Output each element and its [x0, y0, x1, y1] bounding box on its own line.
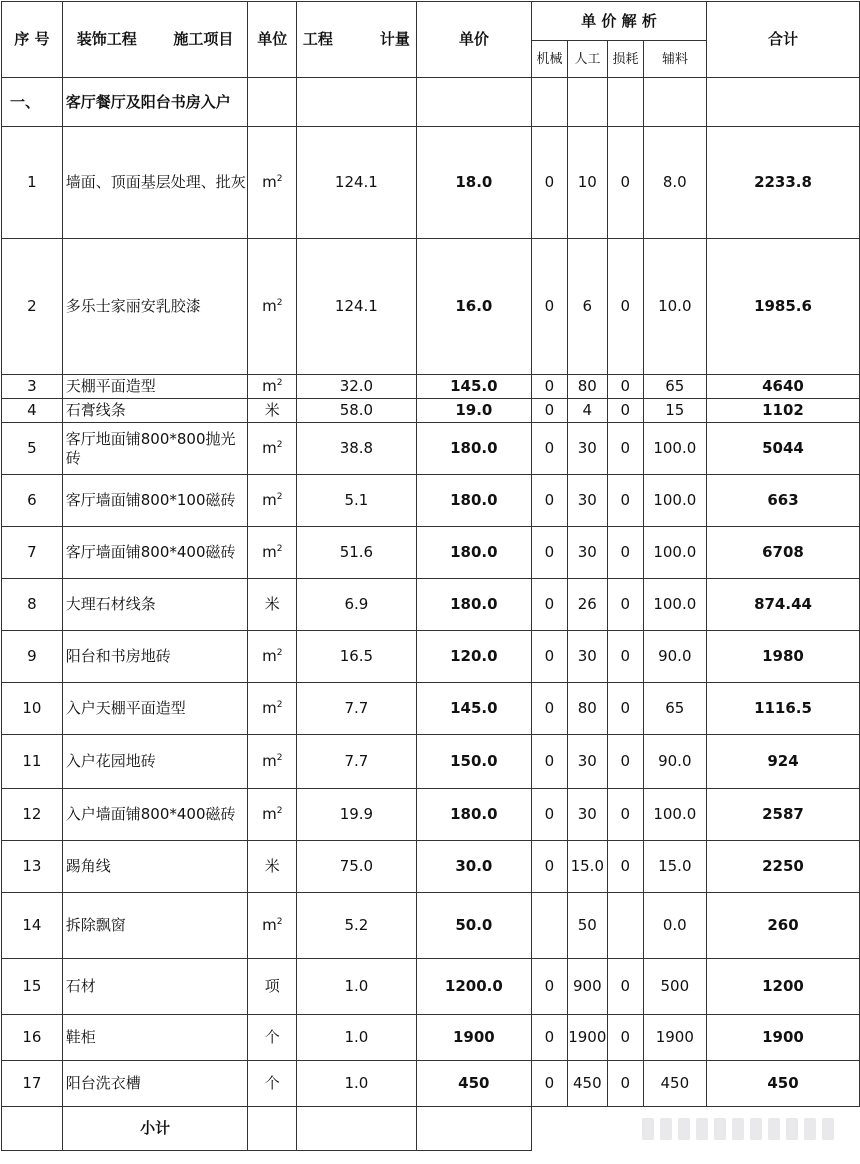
row-price: 145.0: [416, 683, 531, 735]
table-row: [2, 841, 860, 893]
table-row: [2, 527, 860, 579]
header-item-b: 施工项目: [173, 30, 234, 48]
row-qty: 5.2: [297, 893, 417, 959]
header-analysis: [532, 2, 707, 78]
row-machine: 0: [532, 1015, 568, 1061]
row-seq: 11: [2, 735, 63, 789]
section-row: [2, 78, 860, 127]
row-unit-text: m: [262, 491, 277, 509]
row-machine: 0: [532, 579, 568, 631]
row-seq: 10: [2, 683, 63, 735]
row-price: 120.0: [416, 631, 531, 683]
row-total: 1985.6: [707, 239, 860, 375]
row-unit: [248, 841, 297, 893]
row-machine: 0: [532, 789, 568, 841]
row-labor: 6: [567, 239, 607, 375]
row-seq: 15: [2, 959, 63, 1015]
table-row: [2, 789, 860, 841]
table-row: [2, 959, 860, 1015]
table-row: [2, 475, 860, 527]
row-unit: [248, 683, 297, 735]
row-loss: 0: [607, 239, 643, 375]
row-total: 663: [707, 475, 860, 527]
row-seq: 13: [2, 841, 63, 893]
header-loss: 损耗: [608, 41, 644, 77]
row-loss: 0: [607, 959, 643, 1015]
row-loss: 0: [607, 735, 643, 789]
row-item-name: 天棚平面造型: [62, 375, 248, 399]
header-labor: 人工: [568, 41, 608, 77]
row-total: 1980: [707, 631, 860, 683]
table-row: [2, 735, 860, 789]
table-row: [2, 239, 860, 375]
row-labor: 15.0: [567, 841, 607, 893]
row-unit-text: m: [262, 752, 277, 770]
row-unit-text: 米: [264, 595, 280, 613]
row-unit-text: 米: [264, 401, 280, 419]
header-total: 合计: [707, 2, 860, 78]
row-price: 145.0: [416, 375, 531, 399]
row-loss: 0: [607, 579, 643, 631]
row-material: 65: [643, 375, 706, 399]
row-unit-sup: 2: [276, 806, 283, 816]
row-material: 100.0: [643, 579, 706, 631]
quotation-table: [1, 1, 860, 1151]
row-unit-sup: 2: [276, 492, 283, 502]
row-material: 100.0: [643, 475, 706, 527]
quotation-sheet: [1, 1, 860, 1151]
row-item-name: 客厅墙面铺800*400磁砖: [62, 527, 248, 579]
row-machine: [532, 893, 568, 959]
table-row: [2, 683, 860, 735]
section-seq: 一、: [2, 78, 63, 127]
row-unit: [248, 527, 297, 579]
row-material: 100.0: [643, 527, 706, 579]
row-seq: 4: [2, 399, 63, 423]
row-machine: 0: [532, 841, 568, 893]
table-row: [2, 399, 860, 423]
row-loss: 0: [607, 631, 643, 683]
header-material: 辅料: [662, 51, 689, 67]
header-item-a: 装饰工程: [76, 30, 137, 48]
row-seq: 7: [2, 527, 63, 579]
row-machine: 0: [532, 375, 568, 399]
row-unit-sup: 2: [276, 648, 283, 658]
row-qty: 7.7: [297, 683, 417, 735]
table-row: [2, 375, 860, 399]
subtotal-label: 小计: [62, 1107, 248, 1151]
row-machine: 0: [532, 527, 568, 579]
row-qty: 19.9: [297, 789, 417, 841]
table-row: [2, 127, 860, 239]
row-unit-sup: 2: [276, 917, 283, 927]
row-unit: [248, 475, 297, 527]
row-price: 450: [416, 1061, 531, 1107]
row-loss: 0: [607, 527, 643, 579]
row-machine: 0: [532, 631, 568, 683]
row-loss: 0: [607, 423, 643, 475]
row-labor: 30: [567, 423, 607, 475]
header-item: [62, 2, 248, 78]
row-item-name: 石材: [62, 959, 248, 1015]
row-unit: [248, 735, 297, 789]
row-total: 874.44: [707, 579, 860, 631]
row-total: 4640: [707, 375, 860, 399]
row-qty: 16.5: [297, 631, 417, 683]
row-labor: 30: [567, 789, 607, 841]
row-machine: 0: [532, 959, 568, 1015]
row-unit-sup: 2: [276, 440, 283, 450]
row-unit-text: m: [262, 173, 277, 191]
row-seq: 9: [2, 631, 63, 683]
header-seq: 序 号: [2, 2, 63, 78]
row-seq: 3: [2, 375, 63, 399]
row-material: 500: [643, 959, 706, 1015]
row-loss: [607, 893, 643, 959]
row-loss: 0: [607, 399, 643, 423]
row-seq: 5: [2, 423, 63, 475]
row-unit: [248, 239, 297, 375]
row-total: 2587: [707, 789, 860, 841]
row-total: 1116.5: [707, 683, 860, 735]
row-total: 260: [707, 893, 860, 959]
row-material: 15.0: [643, 841, 706, 893]
header-unit: 单位: [248, 2, 297, 78]
row-total: 450: [707, 1061, 860, 1107]
row-price: 30.0: [416, 841, 531, 893]
row-unit: [248, 127, 297, 239]
row-qty: 32.0: [297, 375, 417, 399]
row-material: 90.0: [643, 631, 706, 683]
section-title: 客厅餐厅及阳台书房入户: [62, 78, 248, 127]
row-qty: 38.8: [297, 423, 417, 475]
row-total: 1900: [707, 1015, 860, 1061]
row-loss: 0: [607, 1015, 643, 1061]
row-machine: 0: [532, 1061, 568, 1107]
row-item-name: 入户天棚平面造型: [62, 683, 248, 735]
header-machine: 机械: [532, 41, 568, 77]
row-labor: 4: [567, 399, 607, 423]
row-item-name: 石膏线条: [62, 399, 248, 423]
row-item-name: 客厅墙面铺800*100磁砖: [62, 475, 248, 527]
row-qty: 1.0: [297, 1015, 417, 1061]
row-seq: 1: [2, 127, 63, 239]
row-unit-sup: 2: [276, 700, 283, 710]
row-unit-text: m: [262, 297, 277, 315]
row-unit-sup: 2: [276, 544, 283, 554]
row-unit-text: m: [262, 805, 277, 823]
header-analysis-title: 单 价 解 析: [581, 12, 657, 30]
row-machine: 0: [532, 423, 568, 475]
row-price: 180.0: [416, 579, 531, 631]
row-unit-sup: 2: [276, 378, 283, 388]
row-machine: 0: [532, 683, 568, 735]
row-item-name: 客厅地面铺800*800抛光砖: [62, 423, 248, 475]
row-price: 19.0: [416, 399, 531, 423]
row-machine: 0: [532, 127, 568, 239]
row-labor: 30: [567, 527, 607, 579]
row-material: 90.0: [643, 735, 706, 789]
row-loss: 0: [607, 475, 643, 527]
row-price: 180.0: [416, 789, 531, 841]
row-machine: 0: [532, 239, 568, 375]
row-unit-text: m: [262, 439, 277, 457]
row-qty: 5.1: [297, 475, 417, 527]
row-qty: 1.0: [297, 959, 417, 1015]
row-unit-text: m: [262, 543, 277, 561]
table-row: [2, 1015, 860, 1061]
row-material: 100.0: [643, 423, 706, 475]
header-row: [2, 2, 860, 78]
row-labor: 10: [567, 127, 607, 239]
row-machine: 0: [532, 399, 568, 423]
row-qty: 51.6: [297, 527, 417, 579]
table-row: [2, 579, 860, 631]
row-price: 180.0: [416, 527, 531, 579]
table-row: [2, 631, 860, 683]
row-price: 180.0: [416, 475, 531, 527]
row-material: 15: [643, 399, 706, 423]
row-qty: 75.0: [297, 841, 417, 893]
row-unit: [248, 375, 297, 399]
row-seq: 12: [2, 789, 63, 841]
row-labor: 30: [567, 631, 607, 683]
row-seq: 16: [2, 1015, 63, 1061]
row-labor: 80: [567, 375, 607, 399]
row-qty: 58.0: [297, 399, 417, 423]
row-item-name: 阳台洗衣槽: [62, 1061, 248, 1107]
row-qty: 124.1: [297, 239, 417, 375]
header-qty: [297, 2, 417, 78]
row-loss: 0: [607, 683, 643, 735]
row-qty: 6.9: [297, 579, 417, 631]
row-material: 10.0: [643, 239, 706, 375]
row-unit-sup: 2: [276, 298, 283, 308]
row-unit: [248, 399, 297, 423]
row-loss: 0: [607, 1061, 643, 1107]
row-machine: 0: [532, 735, 568, 789]
row-labor: 26: [567, 579, 607, 631]
subtotal-row: [2, 1107, 860, 1151]
row-unit-text: m: [262, 647, 277, 665]
row-total: 5044: [707, 423, 860, 475]
row-item-name: 踢角线: [62, 841, 248, 893]
row-labor: 900: [567, 959, 607, 1015]
row-price: 150.0: [416, 735, 531, 789]
row-price: 16.0: [416, 239, 531, 375]
row-loss: 0: [607, 127, 643, 239]
table-row: [2, 893, 860, 959]
row-total: 1200: [707, 959, 860, 1015]
row-seq: 6: [2, 475, 63, 527]
row-item-name: 墙面、顶面基层处理、批灰: [62, 127, 248, 239]
blurred-area: [532, 1107, 860, 1151]
row-item-name: 拆除飘窗: [62, 893, 248, 959]
row-qty: 124.1: [297, 127, 417, 239]
row-unit-text: 米: [264, 857, 280, 875]
row-unit-text: m: [262, 699, 277, 717]
row-unit-text: 个: [264, 1028, 280, 1046]
row-seq: 14: [2, 893, 63, 959]
row-material: 0.0: [643, 893, 706, 959]
row-unit: [248, 579, 297, 631]
row-item-name: 多乐士家丽安乳胶漆: [62, 239, 248, 375]
row-item-name: 大理石材线条: [62, 579, 248, 631]
row-unit: [248, 959, 297, 1015]
header-price: 单价: [416, 2, 531, 78]
row-labor: 50: [567, 893, 607, 959]
row-seq: 2: [2, 239, 63, 375]
row-total: 6708: [707, 527, 860, 579]
row-item-name: 鞋柜: [62, 1015, 248, 1061]
row-unit: [248, 631, 297, 683]
row-unit-text: m: [262, 916, 277, 934]
row-unit: [248, 893, 297, 959]
row-unit: [248, 789, 297, 841]
row-labor: 80: [567, 683, 607, 735]
row-unit-sup: 2: [276, 174, 283, 184]
row-total: 1102: [707, 399, 860, 423]
header-analysis-subcols: [532, 40, 707, 78]
row-loss: 0: [607, 789, 643, 841]
row-price: 1200.0: [416, 959, 531, 1015]
header-qty-b: 计量: [379, 30, 410, 48]
row-labor: 450: [567, 1061, 607, 1107]
row-unit: [248, 1061, 297, 1107]
row-labor: 30: [567, 475, 607, 527]
row-loss: 0: [607, 375, 643, 399]
row-machine: 0: [532, 475, 568, 527]
row-unit: [248, 423, 297, 475]
table-row: [2, 1061, 860, 1107]
row-total: 2233.8: [707, 127, 860, 239]
row-item-name: 阳台和书房地砖: [62, 631, 248, 683]
row-total: 924: [707, 735, 860, 789]
row-unit-text: m: [262, 377, 277, 395]
table-row: [2, 423, 860, 475]
row-price: 1900: [416, 1015, 531, 1061]
row-seq: 17: [2, 1061, 63, 1107]
row-item-name: 入户墙面铺800*400磁砖: [62, 789, 248, 841]
row-loss: 0: [607, 841, 643, 893]
row-labor: 1900: [567, 1015, 607, 1061]
row-price: 50.0: [416, 893, 531, 959]
row-labor: 30: [567, 735, 607, 789]
row-material: 100.0: [643, 789, 706, 841]
row-unit-sup: 2: [276, 753, 283, 763]
row-total: 2250: [707, 841, 860, 893]
row-material: 450: [643, 1061, 706, 1107]
row-unit-text: 个: [264, 1074, 280, 1092]
row-material: 65: [643, 683, 706, 735]
row-qty: 7.7: [297, 735, 417, 789]
row-unit: [248, 1015, 297, 1061]
row-price: 18.0: [416, 127, 531, 239]
row-price: 180.0: [416, 423, 531, 475]
row-seq: 8: [2, 579, 63, 631]
row-qty: 1.0: [297, 1061, 417, 1107]
row-material: 8.0: [643, 127, 706, 239]
row-item-name: 入户花园地砖: [62, 735, 248, 789]
row-material: 1900: [643, 1015, 706, 1061]
header-qty-a: 工程: [302, 30, 333, 48]
row-unit-text: 项: [264, 977, 280, 995]
